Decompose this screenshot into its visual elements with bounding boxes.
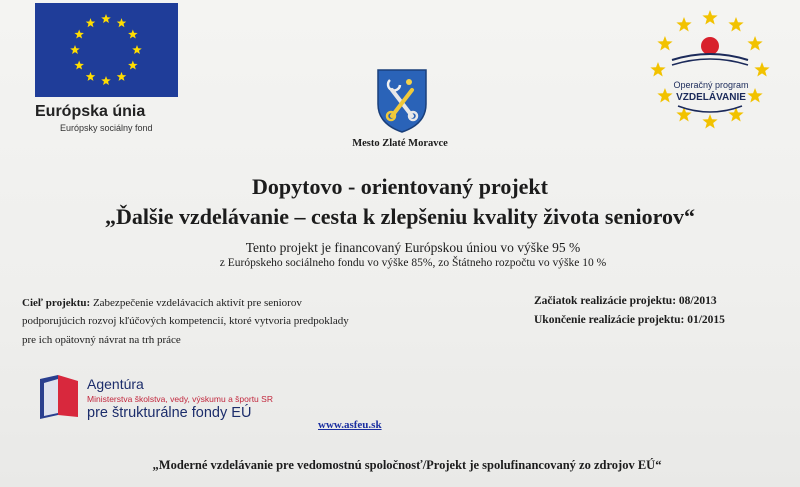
op-logo-line1: Operačný program: [673, 80, 749, 90]
project-goal-line-2: podporujúcich rozvoj kľúčových kompetencií, ktoré vytvoria predpoklady: [22, 315, 349, 327]
eu-star-icon: [128, 61, 138, 70]
project-goal-label: Cieľ projektu:: [22, 297, 91, 309]
op-star-icon: [754, 62, 769, 76]
eu-star-icon: [86, 72, 96, 81]
op-star-icon: [702, 114, 717, 128]
agency-funds: pre štrukturálne fondy EÚ: [87, 405, 252, 421]
op-star-icon: [657, 36, 672, 50]
op-vzdelavanie-logo-icon: [648, 8, 772, 134]
eu-star-icon: [101, 14, 111, 23]
project-name: „Ďalšie vzdelávanie – cesta k zlepšeniu kvality života seniorov“: [105, 204, 695, 229]
eu-subtitle: Európsky sociálny fond: [60, 123, 153, 133]
eu-star-icon: [117, 18, 127, 27]
city-name: Mesto Zlaté Moravce: [352, 138, 448, 149]
agency-book-logo-icon: [36, 373, 82, 421]
eu-star-icon: [132, 45, 142, 54]
eu-star-icon: [101, 76, 111, 85]
funding-line-1: Tento projekt je financovaný Európskou úniou vo výške 95 %: [245, 240, 581, 255]
eu-star-icon: [117, 72, 127, 81]
eu-title: Európska únia: [35, 103, 146, 120]
op-star-icon: [676, 17, 691, 31]
eu-flag-logo: [35, 3, 178, 97]
eu-star-icon: [128, 30, 138, 39]
funding-line-2: z Európskeho sociálneho fondu vo výške 85%, zo Štátneho rozpočtu vo výške 10 %: [219, 257, 607, 269]
eu-stars-icon: [35, 3, 178, 97]
op-star-icon: [650, 62, 665, 76]
footer-slogan: „Moderné vzdelávanie pre vedomostnú spoločnosť/Projekt je spolufinancovaný zo zdrojov EÚ“: [152, 458, 662, 472]
eu-star-icon: [70, 45, 80, 54]
op-star-icon: [702, 10, 717, 24]
eu-star-icon: [86, 18, 96, 27]
main-heading: Dopytovo - orientovaný projekt: [252, 174, 548, 199]
eu-star-icon: [74, 61, 84, 70]
website-link[interactable]: www.asfeu.sk: [318, 419, 382, 431]
project-goal-line-3: pre ich opätovný návrat na trh práce: [22, 334, 181, 346]
project-end-date: Ukončenie realizácie projektu: 01/2015: [534, 314, 725, 326]
agency-name: Agentúra: [87, 376, 144, 392]
project-goal-line-1: [22, 297, 302, 309]
op-star-icon: [728, 17, 743, 31]
agency-ministry: Ministerstva školstva, vedy, výskumu a športu SR: [87, 394, 273, 404]
op-star-icon: [747, 36, 762, 50]
city-coat-of-arms-icon: [376, 68, 428, 134]
project-goal-text: Zabezpečenie vzdelávacích aktivít pre seniorov: [90, 297, 302, 309]
project-start-date: Začiatok realizácie projektu: 08/2013: [534, 295, 717, 307]
eu-star-icon: [74, 30, 84, 39]
op-logo-line2: VZDELÁVANIE: [676, 92, 746, 103]
